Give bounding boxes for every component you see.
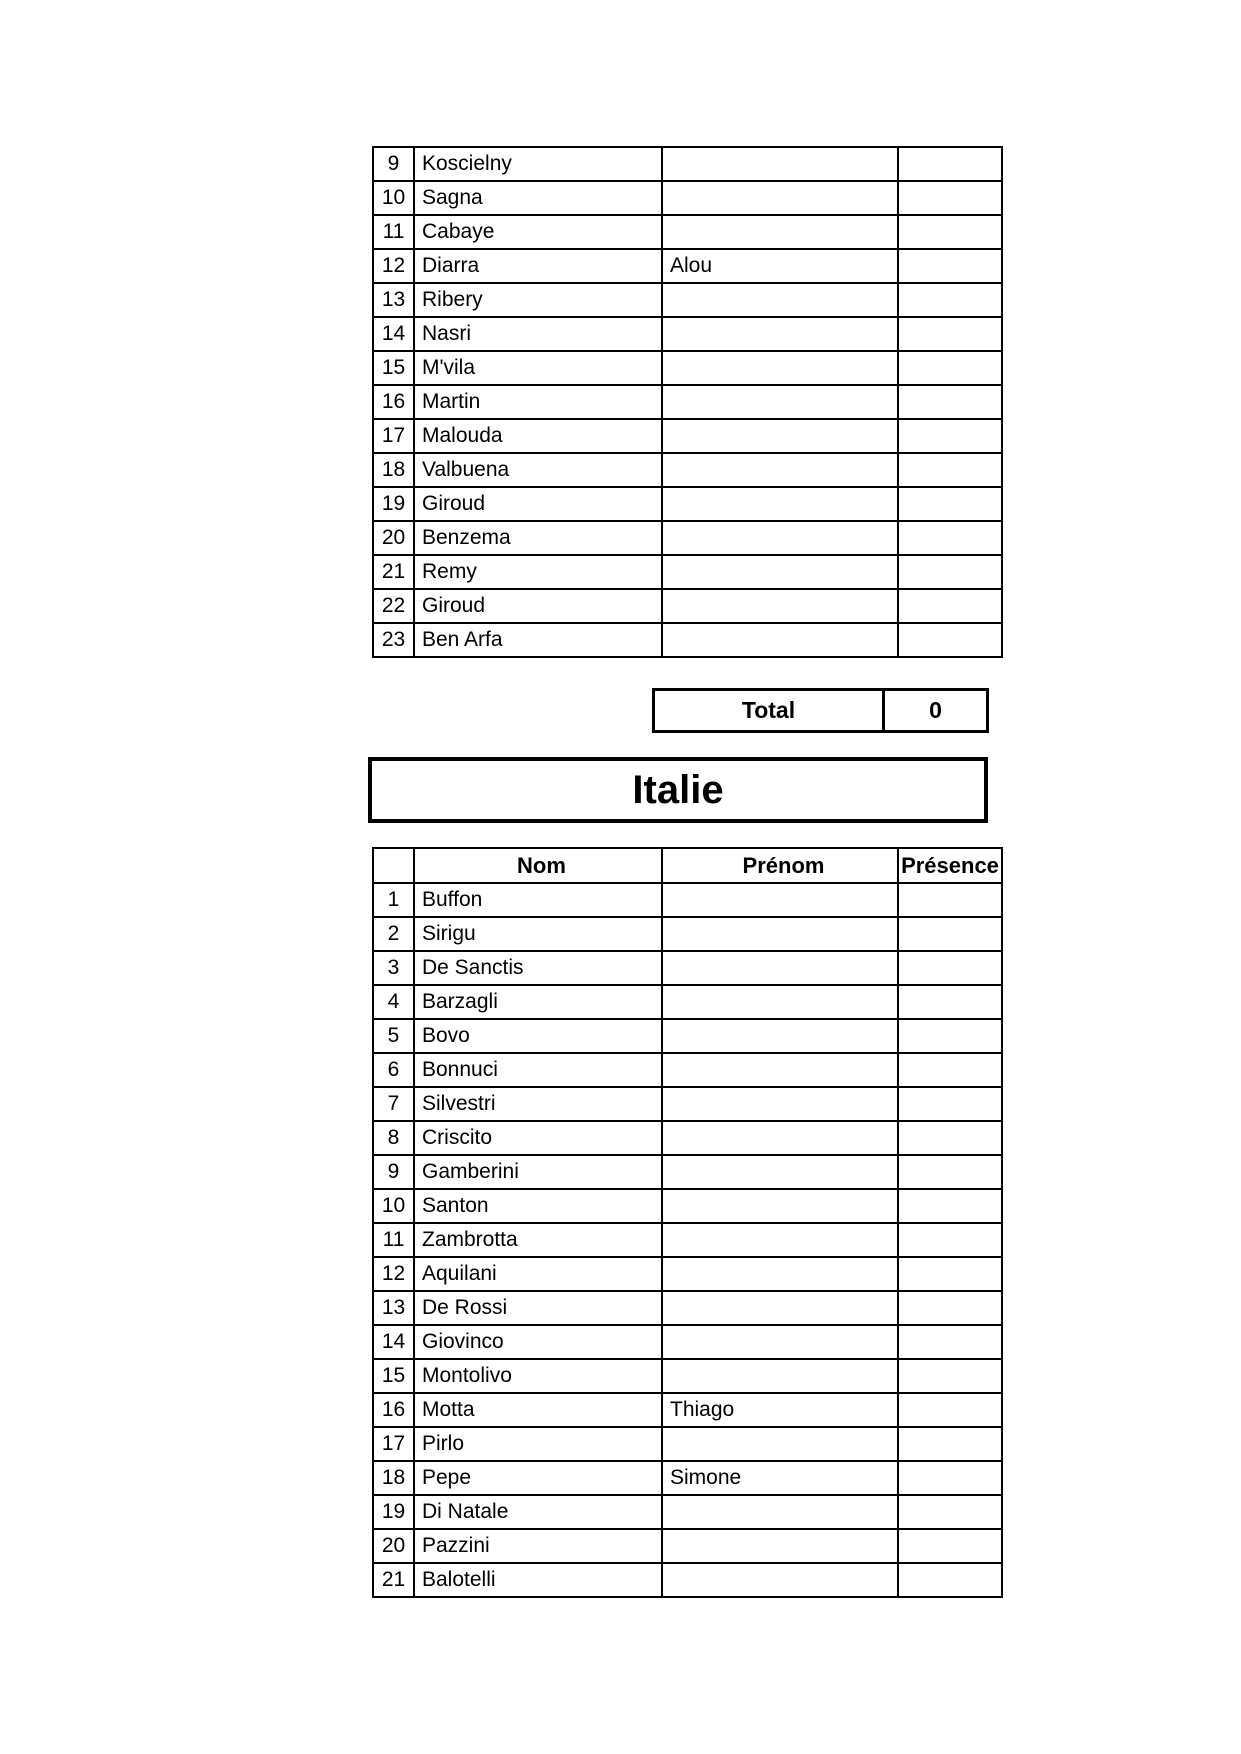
row-number-cell: 11: [373, 1223, 414, 1257]
row-number-cell: 12: [373, 249, 414, 283]
table-row: [373, 249, 1002, 283]
prenom-cell: [662, 147, 898, 181]
prenom-cell: [662, 215, 898, 249]
nom-cell: Pazzini: [414, 1529, 662, 1563]
prenom-cell: [662, 1087, 898, 1121]
row-number-cell: 15: [373, 351, 414, 385]
row-number-cell: 17: [373, 419, 414, 453]
row-number-cell: 13: [373, 1291, 414, 1325]
nom-cell: Aquilani: [414, 1257, 662, 1291]
prenom-cell: [662, 951, 898, 985]
presence-cell: [898, 1393, 1002, 1427]
table-row: [373, 453, 1002, 487]
row-number-cell: 6: [373, 1053, 414, 1087]
table-row: [373, 283, 1002, 317]
row-number-cell: 4: [373, 985, 414, 1019]
table-row: [373, 1189, 1002, 1223]
row-number-cell: 21: [373, 555, 414, 589]
prenom-cell: [662, 317, 898, 351]
presence-cell: [898, 1223, 1002, 1257]
row-number-cell: 11: [373, 215, 414, 249]
row-number-cell: 16: [373, 1393, 414, 1427]
row-number-cell: 10: [373, 1189, 414, 1223]
table-row: [373, 1053, 1002, 1087]
nom-cell: Valbuena: [414, 453, 662, 487]
nom-cell: Criscito: [414, 1121, 662, 1155]
header-row: [373, 848, 1002, 883]
row-number-cell: 17: [373, 1427, 414, 1461]
table-row: [373, 1325, 1002, 1359]
prenom-cell: [662, 623, 898, 657]
row-number-cell: 7: [373, 1087, 414, 1121]
presence-cell: [898, 1427, 1002, 1461]
prenom-cell: [662, 385, 898, 419]
nom-cell: Pepe: [414, 1461, 662, 1495]
row-number-cell: 15: [373, 1359, 414, 1393]
row-number-cell: 8: [373, 1121, 414, 1155]
prenom-cell: [662, 521, 898, 555]
table-row: [373, 181, 1002, 215]
presence-cell: [898, 521, 1002, 555]
presence-cell: [898, 487, 1002, 521]
presence-cell: [898, 1189, 1002, 1223]
row-number-cell: 22: [373, 589, 414, 623]
nom-cell: Malouda: [414, 419, 662, 453]
prenom-cell: [662, 181, 898, 215]
nom-cell: Martin: [414, 385, 662, 419]
total-value: 0: [929, 697, 942, 723]
table-row: [373, 1019, 1002, 1053]
table-row: [373, 317, 1002, 351]
presence-cell: [898, 317, 1002, 351]
presence-cell: [898, 1155, 1002, 1189]
row-number-cell: 20: [373, 521, 414, 555]
nom-cell: M'vila: [414, 351, 662, 385]
presence-cell: [898, 1325, 1002, 1359]
nom-cell: De Rossi: [414, 1291, 662, 1325]
table-row: [373, 589, 1002, 623]
prenom-cell: [662, 883, 898, 917]
row-number-cell: 10: [373, 181, 414, 215]
row-number-cell: 14: [373, 317, 414, 351]
prenom-cell: [662, 283, 898, 317]
presence-cell: [898, 951, 1002, 985]
prenom-cell: [662, 1189, 898, 1223]
nom-cell: Bovo: [414, 1019, 662, 1053]
nom-cell: Buffon: [414, 883, 662, 917]
presence-cell: [898, 181, 1002, 215]
nom-cell: Motta: [414, 1393, 662, 1427]
presence-cell: [898, 419, 1002, 453]
row-number-cell: 3: [373, 951, 414, 985]
prenom-cell: Thiago: [662, 1393, 898, 1427]
nom-cell: Ben Arfa: [414, 623, 662, 657]
nom-cell: Nasri: [414, 317, 662, 351]
prenom-cell: [662, 555, 898, 589]
table-row: [373, 1359, 1002, 1393]
prenom-cell: [662, 487, 898, 521]
presence-cell: [898, 1291, 1002, 1325]
row-number-cell: 9: [373, 1155, 414, 1189]
nom-cell: Di Natale: [414, 1495, 662, 1529]
section-title-italie: Italie: [368, 757, 988, 823]
prenom-cell: [662, 1121, 898, 1155]
nom-cell: Zambrotta: [414, 1223, 662, 1257]
prenom-cell: [662, 1291, 898, 1325]
table-row: [373, 1257, 1002, 1291]
table-row: [373, 985, 1002, 1019]
table-row: [373, 1563, 1002, 1597]
row-number-cell: 12: [373, 1257, 414, 1291]
table-row: [373, 1427, 1002, 1461]
row-number-cell: 21: [373, 1563, 414, 1597]
nom-cell: Giroud: [414, 589, 662, 623]
header-prenom-cell: Prénom: [662, 848, 898, 883]
prenom-cell: Alou: [662, 249, 898, 283]
table-row: [373, 555, 1002, 589]
table-row: [373, 1223, 1002, 1257]
presence-cell: [898, 1461, 1002, 1495]
presence-cell: [898, 883, 1002, 917]
nom-cell: Koscielny: [414, 147, 662, 181]
nom-cell: Barzagli: [414, 985, 662, 1019]
row-number-cell: 1: [373, 883, 414, 917]
row-number-cell: 13: [373, 283, 414, 317]
presence-cell: [898, 1019, 1002, 1053]
table-row: [373, 1495, 1002, 1529]
table-row: [373, 1461, 1002, 1495]
row-number-cell: 16: [373, 385, 414, 419]
prenom-cell: [662, 419, 898, 453]
row-number-cell: 9: [373, 147, 414, 181]
presence-cell: [898, 1563, 1002, 1597]
presence-cell: [898, 1529, 1002, 1563]
presence-cell: [898, 453, 1002, 487]
nom-cell: Gamberini: [414, 1155, 662, 1189]
prenom-cell: [662, 1359, 898, 1393]
prenom-cell: [662, 1427, 898, 1461]
nom-cell: Giroud: [414, 487, 662, 521]
presence-cell: [898, 283, 1002, 317]
row-number-cell: 19: [373, 1495, 414, 1529]
nom-cell: Pirlo: [414, 1427, 662, 1461]
presence-cell: [898, 1087, 1002, 1121]
presence-cell: [898, 147, 1002, 181]
header-nom-cell: Nom: [414, 848, 662, 883]
header-number-cell: [373, 848, 414, 883]
table-row: [373, 419, 1002, 453]
nom-cell: Montolivo: [414, 1359, 662, 1393]
italie-roster-table: [372, 847, 1003, 1598]
table-row: [373, 351, 1002, 385]
presence-cell: [898, 1257, 1002, 1291]
row-number-cell: 5: [373, 1019, 414, 1053]
presence-cell: [898, 1495, 1002, 1529]
presence-cell: [898, 555, 1002, 589]
prenom-cell: [662, 985, 898, 1019]
presence-cell: [898, 1359, 1002, 1393]
prenom-cell: [662, 351, 898, 385]
nom-cell: Silvestri: [414, 1087, 662, 1121]
row-number-cell: 18: [373, 1461, 414, 1495]
nom-cell: Remy: [414, 555, 662, 589]
row-number-cell: 23: [373, 623, 414, 657]
presence-cell: [898, 1053, 1002, 1087]
table-row: [373, 623, 1002, 657]
prenom-cell: [662, 1325, 898, 1359]
presence-cell: [898, 985, 1002, 1019]
presence-cell: [898, 1121, 1002, 1155]
prenom-cell: [662, 1257, 898, 1291]
total-row: [652, 688, 989, 733]
presence-cell: [898, 249, 1002, 283]
table-row: [373, 147, 1002, 181]
nom-cell: Giovinco: [414, 1325, 662, 1359]
nom-cell: Sagna: [414, 181, 662, 215]
row-number-cell: 20: [373, 1529, 414, 1563]
prenom-cell: [662, 1563, 898, 1597]
table-row: [373, 1087, 1002, 1121]
presence-cell: [898, 215, 1002, 249]
nom-cell: Sirigu: [414, 917, 662, 951]
table-row: [373, 1291, 1002, 1325]
header-presence-cell: Présence: [898, 848, 1002, 883]
nom-cell: Santon: [414, 1189, 662, 1223]
prenom-cell: [662, 1155, 898, 1189]
table-row: [373, 487, 1002, 521]
table-row: [373, 917, 1002, 951]
prenom-cell: [662, 1223, 898, 1257]
nom-cell: Benzema: [414, 521, 662, 555]
nom-cell: Bonnuci: [414, 1053, 662, 1087]
table-row: [373, 1529, 1002, 1563]
row-number-cell: 19: [373, 487, 414, 521]
row-number-cell: 14: [373, 1325, 414, 1359]
prenom-cell: [662, 1529, 898, 1563]
table-row: [373, 215, 1002, 249]
table-row: [373, 951, 1002, 985]
presence-cell: [898, 589, 1002, 623]
presence-cell: [898, 623, 1002, 657]
row-number-cell: 18: [373, 453, 414, 487]
presence-cell: [898, 385, 1002, 419]
presence-cell: [898, 351, 1002, 385]
nom-cell: Diarra: [414, 249, 662, 283]
presence-cell: [898, 917, 1002, 951]
prenom-cell: [662, 1495, 898, 1529]
nom-cell: Balotelli: [414, 1563, 662, 1597]
table-row: [373, 1121, 1002, 1155]
prenom-cell: [662, 589, 898, 623]
table-row: [373, 385, 1002, 419]
table-row: [373, 521, 1002, 555]
prenom-cell: Simone: [662, 1461, 898, 1495]
table-row: [373, 883, 1002, 917]
nom-cell: Ribery: [414, 283, 662, 317]
prenom-cell: [662, 1053, 898, 1087]
prenom-cell: [662, 917, 898, 951]
total-label: Total: [655, 691, 885, 730]
prenom-cell: [662, 453, 898, 487]
table-row: [373, 1393, 1002, 1427]
france-roster-table: [372, 146, 1003, 658]
table-row: [373, 1155, 1002, 1189]
prenom-cell: [662, 1019, 898, 1053]
nom-cell: Cabaye: [414, 215, 662, 249]
nom-cell: De Sanctis: [414, 951, 662, 985]
row-number-cell: 2: [373, 917, 414, 951]
